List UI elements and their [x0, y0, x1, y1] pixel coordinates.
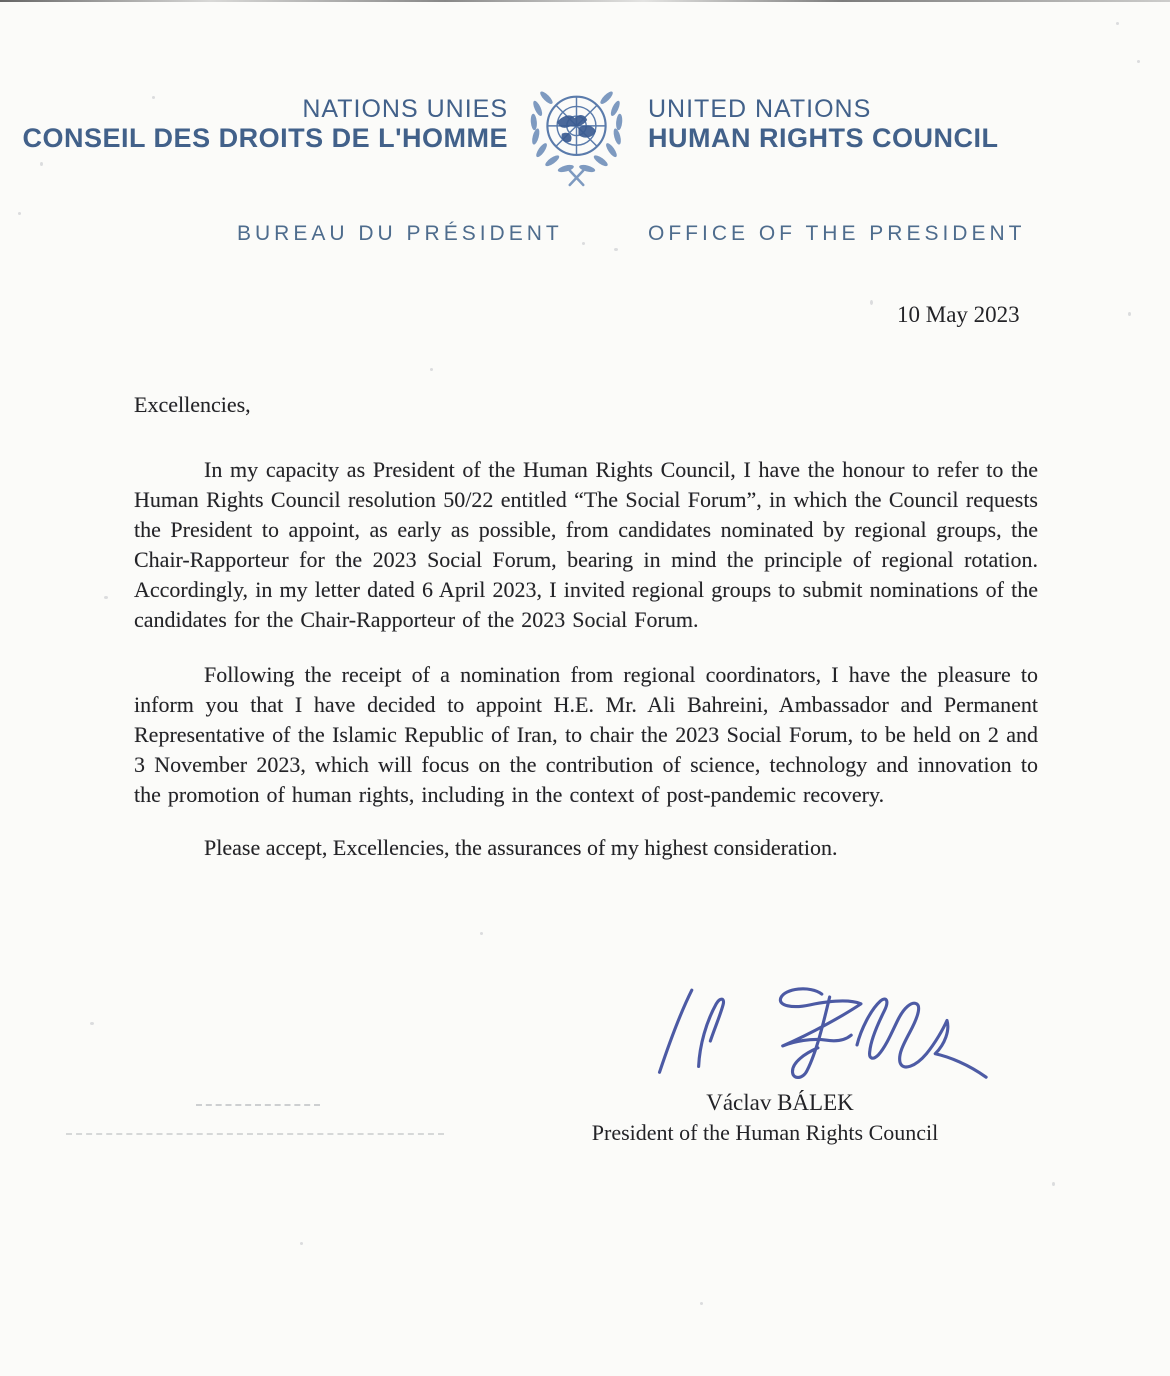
nations-unies-label: NATIONS UNIES [302, 95, 508, 123]
united-nations-label: UNITED NATIONS [648, 95, 872, 123]
scan-speck [1128, 312, 1131, 316]
un-emblem-icon [528, 84, 625, 190]
scan-speck [40, 162, 43, 166]
scan-speck [582, 242, 585, 245]
signer-name: Václav BÁLEK [706, 1090, 854, 1115]
scan-speck [1116, 22, 1119, 25]
signature-ink [638, 978, 990, 1106]
header-french-block [23, 95, 508, 153]
paragraph-appointment-context: In my capacity as President of the Human Rights Council, I have the honour to refer to the Human Rights Council resolution 50/22 entitled “The Social Forum”, in which the Council requests the President to appoint, as early as possible, from candidates nominated by regional groups, the Chair-Rapporteur for the 2023 Social Forum, bearing in mind the principle of regional rotation. Accordingly, in my letter dated 6 April 2023, I invited regional groups to submit nominations of the candidates for the Chair-Rapporteur of the 2023 Social Forum. [134, 457, 1038, 632]
paragraph-appointment-decision: Following the receipt of a nomination from regional coordinators, I have the pleasure to inform you that I have decided to appoint H.E. Mr. Ali Bahreini, Ambassador and Permanent Representative of the Islamic Republic of Iran, to chair the 2023 Social Forum, to be held on 2 and 3 November 2023, which will focus on the contribution of science, technology and innovation to the promotion of human rights, including in the context of post-pandemic recovery. [134, 662, 1038, 807]
scan-speck [300, 1242, 303, 1245]
scan-speck [614, 248, 618, 251]
scan-speck [700, 1302, 703, 1305]
office-of-the-president-label: OFFICE OF THE PRESIDENT [648, 222, 1026, 245]
scan-speck [90, 1022, 94, 1025]
human-rights-council-label: HUMAN RIGHTS COUNCIL [648, 123, 999, 153]
scan-edge-artifact [0, 0, 1170, 2]
scan-speck [152, 96, 155, 99]
bureau-du-president-label: BUREAU DU PRÉSIDENT [237, 222, 563, 245]
closing-line: Please accept, Excellencies, the assurances of my highest consideration. [204, 835, 838, 860]
conseil-droits-homme-label: CONSEIL DES DROITS DE L'HOMME [22, 123, 508, 153]
scan-speck [104, 596, 108, 599]
scan-speck [1137, 60, 1140, 63]
header-english-block [648, 95, 998, 153]
scan-smudge-line [66, 1133, 444, 1135]
signer-title: President of the Human Rights Council [591, 1120, 939, 1145]
letter-date: 10 May 2023 [897, 302, 1020, 327]
scan-speck [480, 932, 483, 935]
scan-speck [870, 300, 873, 305]
scan-speck [18, 212, 21, 215]
scan-speck [1052, 1182, 1055, 1186]
scan-speck [430, 368, 433, 371]
salutation: Excellencies, [134, 392, 251, 417]
letter-body [134, 390, 1038, 863]
scan-smudge-line [196, 1104, 320, 1106]
